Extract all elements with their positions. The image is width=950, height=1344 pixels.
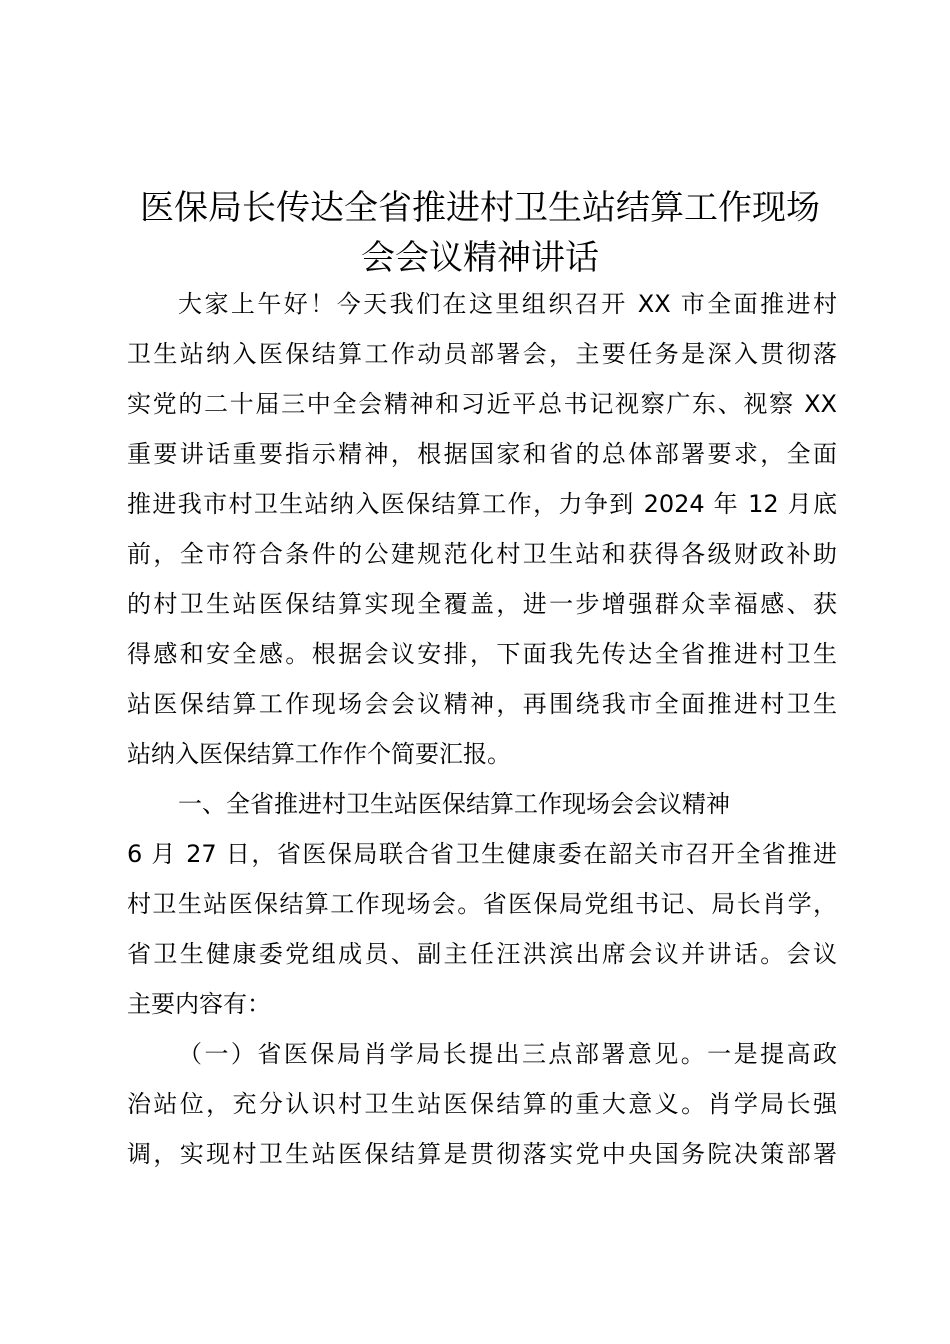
body-line: 治站位，充分认识村卫生站医保结算的重大意义。肖学局长强 — [127, 1090, 837, 1118]
body-line: 站医保结算工作现场会会议精神，再围绕我市全面推进村卫生 — [127, 690, 837, 718]
document-title-line-1: 医保局长传达全省推进村卫生站结算工作现场 — [140, 188, 820, 228]
body-line: 村卫生站医保结算工作现场会。省医保局党组书记、局长肖学， — [127, 890, 837, 918]
body-line: 调，实现村卫生站医保结算是贯彻落实党中央国务院决策部署 — [127, 1140, 837, 1168]
body-line: 重要讲话重要指示精神，根据国家和省的总体部署要求，全面 — [127, 440, 837, 468]
body-line: 站纳入医保结算工作作个简要汇报。 — [127, 740, 511, 768]
body-line: 得感和安全感。根据会议安排，下面我先传达全省推进村卫生 — [127, 640, 837, 668]
body-line: 实党的二十届三中全会精神和习近平总书记视察广东、视察 XX — [127, 390, 837, 418]
body-line: 推进我市村卫生站纳入医保结算工作，力争到 2024 年 12 月底 — [127, 490, 837, 518]
document-title-line-2: 会会议精神讲话 — [361, 238, 599, 278]
section-heading: 一、全省推进村卫生站医保结算工作现场会会议精神 — [178, 790, 730, 818]
body-line: 卫生站纳入医保结算工作动员部署会，主要任务是深入贯彻落 — [127, 340, 837, 368]
body-line: 6 月 27 日，省医保局联合省卫生健康委在韶关市召开全省推进 — [127, 840, 837, 868]
body-line: 的村卫生站医保结算实现全覆盖，进一步增强群众幸福感、获 — [127, 590, 837, 618]
body-line: 省卫生健康委党组成员、副主任汪洪滨出席会议并讲话。会议 — [127, 940, 837, 968]
body-line: 大家上午好！今天我们在这里组织召开 XX 市全面推进村 — [178, 290, 837, 318]
body-line: 前，全市符合条件的公建规范化村卫生站和获得各级财政补助 — [127, 540, 837, 568]
body-line: 主要内容有： — [127, 990, 271, 1018]
body-line: （一）省医保局肖学局长提出三点部署意见。一是提高政 — [178, 1040, 837, 1068]
